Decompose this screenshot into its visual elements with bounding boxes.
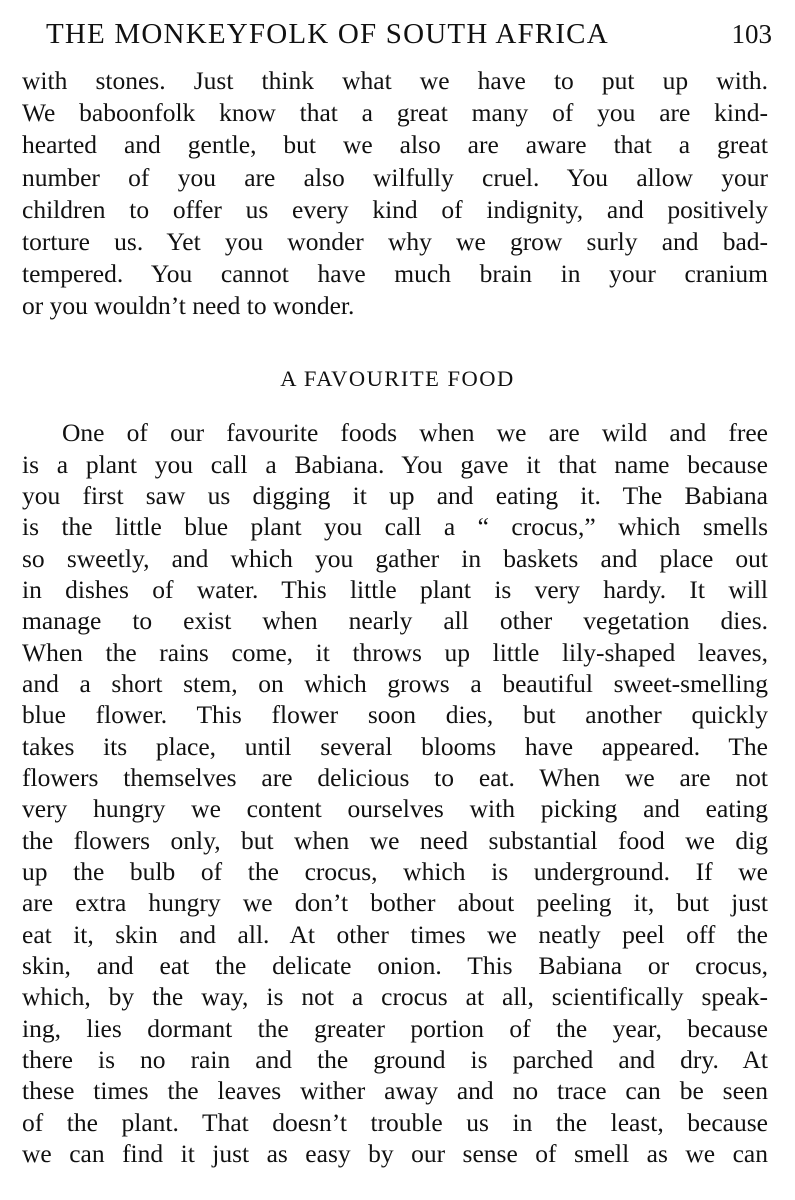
section-heading: A FAVOURITE FOOD — [280, 366, 515, 391]
text-line: or you wouldn’t need to wonder. — [22, 291, 355, 320]
text-line: skin, and eat the delicate onion. This Babiana or crocus, — [22, 951, 768, 980]
text-line: children to offer us every kind of indignity, and positively — [22, 195, 768, 224]
text-line: the flowers only, but when we need substantial food we dig — [22, 826, 768, 855]
text-line: so sweetly, and which you gather in baskets and place out — [22, 544, 768, 573]
text-line: you first saw us digging it up and eating it. The Babiana — [22, 481, 768, 510]
text-line: up the bulb of the crocus, which is underground. If we — [22, 857, 768, 886]
text-line: which, by the way, is not a crocus at all, scientifically speak- — [22, 982, 768, 1011]
text-line: there is no rain and the ground is parched and dry. At — [22, 1045, 768, 1074]
text-line: flowers themselves are delicious to eat. When we are not — [22, 763, 768, 792]
text-line: in dishes of water. This little plant is very hardy. It will — [22, 575, 768, 604]
text-line: we can find it just as easy by our sense of smell as we can — [22, 1139, 768, 1168]
running-head — [46, 16, 772, 52]
text-line: torture us. Yet you wonder why we grow surly and bad- — [22, 227, 768, 256]
text-line: with stones. Just think what we have to put up with. — [22, 66, 768, 95]
text-line: When the rains come, it throws up little lily-shaped leaves, — [22, 638, 768, 667]
text-line: hearted and gentle, but we also are aware that a great — [22, 130, 768, 159]
running-title: THE MONKEYFOLK OF SOUTH AFRICA — [46, 18, 609, 50]
text-line: these times the leaves wither away and no trace can be seen — [22, 1076, 768, 1105]
text-line: manage to exist when nearly all other vegetation dies. — [22, 606, 768, 635]
text-line: number of you are also wilfully cruel. You allow your — [22, 163, 768, 192]
text-line: very hungry we content ourselves with picking and eating — [22, 794, 768, 823]
text-line: One of our favourite foods when we are wild and free — [62, 418, 768, 447]
text-line: tempered. You cannot have much brain in your cranium — [22, 259, 768, 288]
text-line: are extra hungry we don’t bother about peeling it, but just — [22, 888, 768, 917]
text-line: eat it, skin and all. At other times we neatly peel off the — [22, 920, 768, 949]
page-number: 103 — [731, 19, 772, 49]
text-line: takes its place, until several blooms have appeared. The — [22, 732, 768, 761]
text-line: We baboonfolk know that a great many of you are kind- — [22, 98, 768, 127]
text-line: and a short stem, on which grows a beautiful sweet-smelling — [22, 669, 768, 698]
text-line: blue flower. This flower soon dies, but another quickly — [22, 700, 768, 729]
text-line: of the plant. That doesn’t trouble us in the least, because — [22, 1108, 768, 1137]
text-line: ing, lies dormant the greater portion of the year, because — [22, 1014, 768, 1043]
text-line: is a plant you call a Babiana. You gave it that name because — [22, 450, 768, 479]
text-line: is the little blue plant you call a “ crocus,” which smells — [22, 512, 768, 541]
